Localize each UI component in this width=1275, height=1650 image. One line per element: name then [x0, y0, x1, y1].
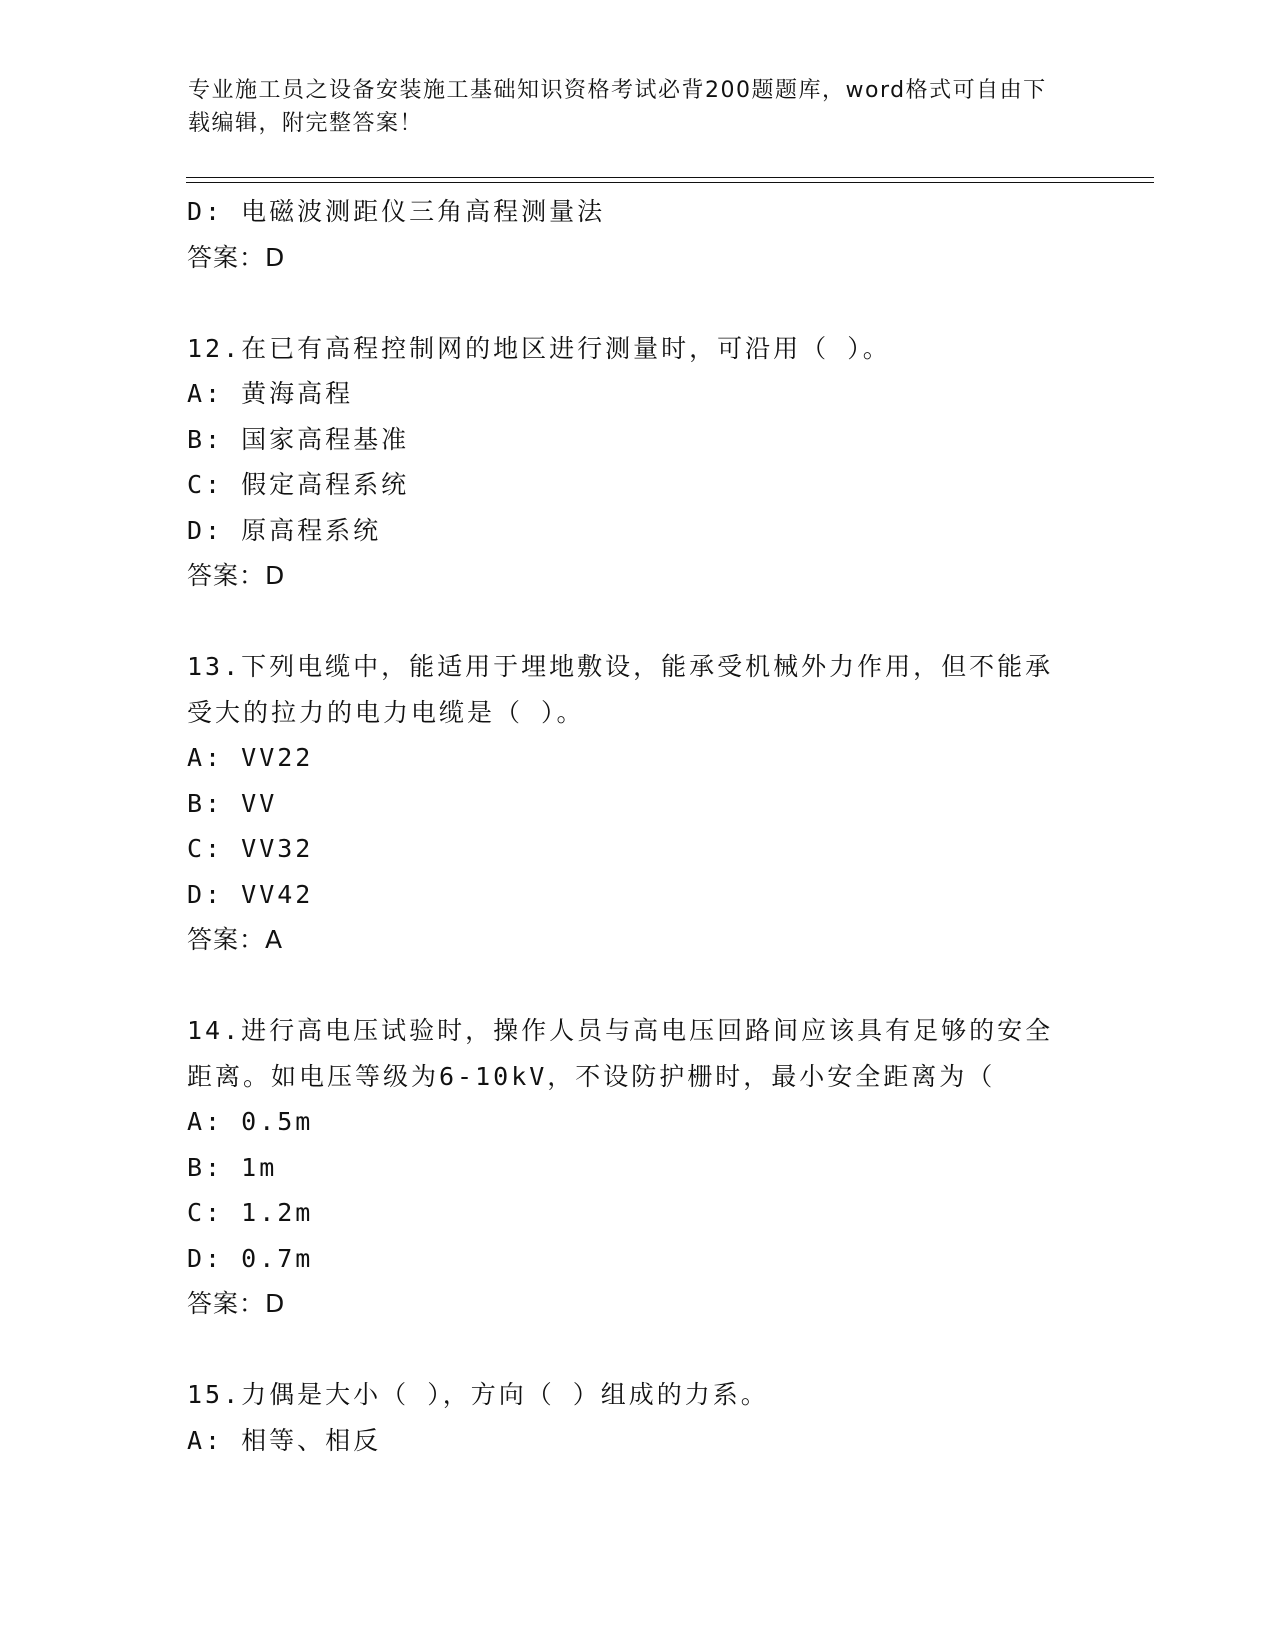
- question-12: [187, 326, 1087, 599]
- option-b: B: VV: [187, 788, 278, 818]
- option-c: C: 假定高程系统: [187, 470, 410, 499]
- option-d: D: 原高程系统: [187, 515, 382, 545]
- option-d: D: 电磁波测距仪三角高程测量法: [187, 197, 606, 226]
- question-text: 13.下列电缆中，能适用于埋地敷设，能承受机械外力作用，但不能承: [187, 652, 1054, 681]
- answer-line: 答案：D: [187, 561, 286, 590]
- option-c: C: 1.2m: [187, 1198, 314, 1227]
- question-text-cont: 受大的拉力的电力电缆是（ ）。: [187, 697, 585, 727]
- question-15: [187, 1372, 1087, 1463]
- question-text: 12.在已有高程控制网的地区进行测量时，可沿用（ ）。: [187, 333, 891, 363]
- option-a: A: VV22: [187, 743, 314, 772]
- option-d: D: 0.7m: [187, 1243, 314, 1273]
- answer-line: 答案：D: [187, 242, 286, 272]
- answer-line: 答案：D: [187, 1289, 286, 1318]
- question-list: [187, 189, 1087, 1463]
- question-text: 15.力偶是大小（ ），方向（ ）组成的力系。: [187, 1380, 769, 1409]
- option-a: A: 黄海高程: [187, 379, 354, 408]
- option-d: D: VV42: [187, 879, 314, 909]
- question-13: [187, 644, 1087, 963]
- question-14: [187, 1008, 1087, 1327]
- option-b: B: 1m: [187, 1152, 278, 1182]
- option-b: B: 国家高程基准: [187, 424, 410, 454]
- question-text: 14.进行高电压试验时，操作人员与高电压回路间应该具有足够的安全: [187, 1016, 1054, 1045]
- option-a: A: 0.5m: [187, 1107, 314, 1136]
- header-divider-top: [186, 177, 1154, 178]
- option-a: A: 相等、相反: [187, 1425, 382, 1455]
- question-fragment-11: [187, 189, 1087, 280]
- header-divider-bottom: [186, 182, 1154, 183]
- option-c: C: VV32: [187, 834, 314, 863]
- document-header-title: 专业施工员之设备安装施工基础知识资格考试必背200题题库，word格式可自由下载编辑，附完整答案！: [188, 78, 1047, 136]
- answer-line: 答案：A: [187, 925, 284, 954]
- question-text-cont: 距离。如电压等级为6-10kV，不设防护栅时，最小安全距离为（: [187, 1061, 996, 1091]
